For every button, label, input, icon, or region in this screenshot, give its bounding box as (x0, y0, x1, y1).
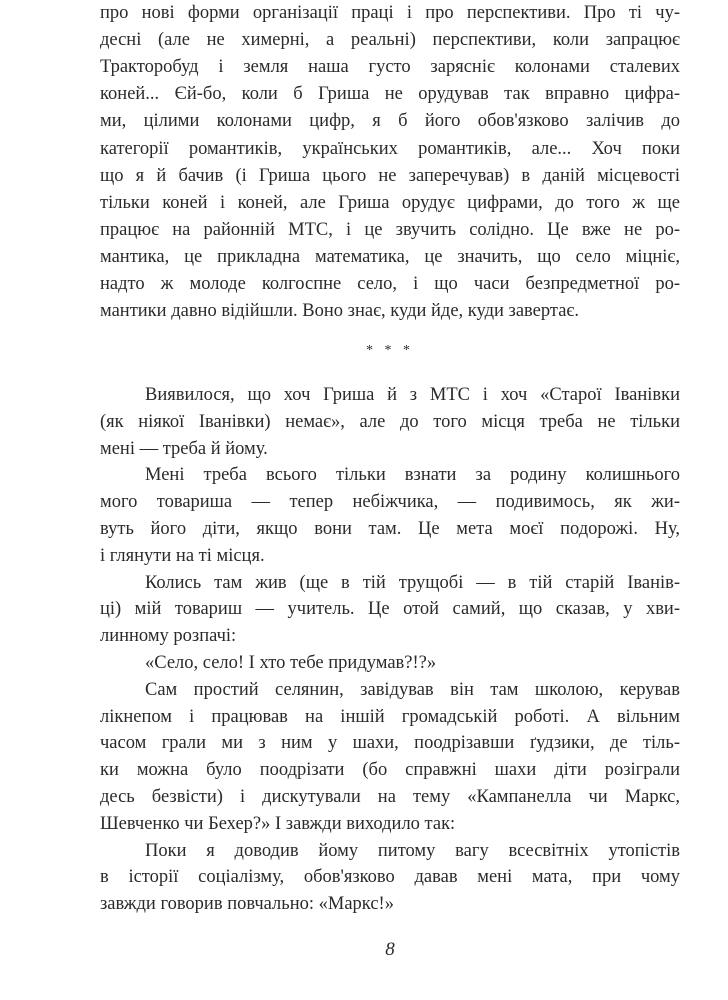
text-line: «Село, село! І хто тебе придумав?!?» (145, 653, 437, 673)
book-page (100, 0, 680, 1000)
text-line: ці) мій товариш — учитель. Це отой самий, що сказав, у хви- (100, 599, 680, 620)
text-line: вуть його діти, якщо вони там. Це мета моєї подорожі. Ну, (100, 519, 680, 539)
text-line: Шевченко чи Бехер?» І завжди виходило так: (100, 813, 456, 834)
text-line: завжди говорив повчально: «Маркс!» (100, 894, 394, 915)
text-line: мантики давно відійшли. Воно знає, куди йде, куди завертає. (100, 301, 579, 322)
text-line: Виявилося, що хоч Гриша й з МТС і хоч «Старої Іванівки (145, 385, 680, 405)
page-number: 8 (385, 939, 395, 960)
text-line: лікнепом і працював на іншій громадській роботі. А вільним (100, 706, 680, 727)
text-line: линному розпачі: (100, 626, 237, 647)
text-line: (як ніякої Іванівки) немає», але до того місця треба не тільки (100, 411, 680, 432)
text-line: що я й бачив (і Гриша цього не заперечував) в даній місцевості (100, 165, 680, 186)
text-line: десні (але не химерні, а реальні) перспективи, коли запрацює (100, 30, 680, 51)
text-line: ки можна було поодрізати (бо справжні шахи діти розіграли (100, 760, 680, 781)
text-line: десь безвісти) і дискутували на тему «Кампанелла чи Маркс, (100, 787, 680, 807)
text-line: і глянути на ті місця. (100, 545, 265, 566)
text-line: коней... Єй-бо, коли б Гриша не орудував так вправно цифра- (100, 84, 680, 105)
section-separator: * * * (366, 343, 414, 358)
text-line: в історії соціалізму, обов'язково давав мені мата, при чому (100, 867, 680, 888)
text-line: Тракторобуд і земля наша густо зарясніє колонами сталевих (100, 57, 680, 78)
text-line: надто ж молоде колгоспне село, і що часи безпредметної ро- (100, 274, 680, 294)
text-line: часом грали ми з ним у шахи, поодрізавши ґудзики, де тіль- (100, 733, 680, 754)
text-line: мантика, це прикладна математика, це значить, що село міцніє, (100, 246, 680, 267)
text-line: тільки коней і коней, але Гриша орудує цифрами, до того ж ще (100, 192, 680, 213)
text-line: Колись там жив (ще в тій трущобі — в тій старій Іванів- (145, 572, 680, 593)
text-line: мого товариша — тепер небіжчика, — подивимось, як жи- (100, 492, 680, 513)
text-line: ми, цілими колонами цифр, я б його обов'язково залічив до (100, 111, 680, 132)
text-line: Поки я доводив йому питому вагу всесвітніх утопістів (145, 840, 680, 861)
text-line: категорії романтиків, українських романтиків, але... Хоч поки (100, 138, 680, 159)
text-line: про нові форми організації праці і про перспективи. Про ті чу- (100, 3, 680, 23)
text-line: працює на районній МТС, і це звучить солідно. Це вже не ро- (100, 219, 680, 240)
text-line: Сам простий селянин, завідував він там школою, керував (145, 679, 680, 700)
text-line: мені — треба й йому. (100, 438, 268, 459)
text-line: Мені треба всього тільки взнати за родину колишнього (145, 465, 680, 486)
